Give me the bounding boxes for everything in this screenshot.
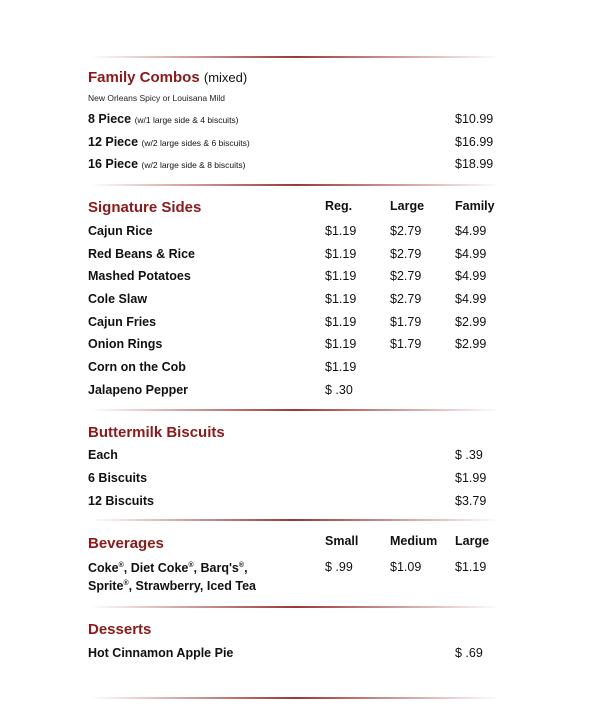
combo-name: 12 Piece	[88, 135, 139, 149]
signature-sides-title: Signature Sides	[88, 199, 202, 216]
price-large: $2.79	[390, 269, 422, 283]
combo-price: $16.99	[455, 135, 494, 149]
price-large: $1.79	[390, 337, 422, 351]
beverage-comma: ,	[244, 561, 248, 575]
price-reg: $1.19	[325, 292, 357, 306]
col-head-medium: Medium	[390, 534, 438, 548]
beverage-rest: , Strawberry, Iced Tea	[128, 579, 256, 593]
combo-price: $18.99	[455, 157, 494, 171]
side-item-red-beans-rice: Red Beans & Rice	[88, 247, 195, 261]
price-small: $ .99	[325, 560, 353, 574]
price-family: $2.99	[455, 337, 487, 351]
registered-mark: ®	[118, 561, 124, 569]
beverage-coke: Coke	[88, 561, 119, 575]
beverage-sprite: Sprite	[88, 579, 124, 593]
beverages-title: Beverages	[88, 535, 164, 552]
side-item-mashed-potatoes: Mashed Potatoes	[88, 269, 191, 283]
combo-name: 16 Piece	[88, 157, 139, 171]
dessert-price: $ .69	[455, 646, 483, 660]
combo-note: (w/2 large sides & 6 biscuits)	[141, 138, 250, 148]
col-head-small: Small	[325, 534, 359, 548]
registered-mark: ®	[188, 561, 194, 569]
divider	[90, 56, 500, 58]
price-family: $4.99	[455, 269, 487, 283]
price-large: $2.79	[390, 224, 422, 238]
col-head-large: Large	[390, 199, 425, 213]
price-family: $4.99	[455, 247, 487, 261]
combo-price: $10.99	[455, 112, 494, 126]
side-item-corn-on-the-cob: Corn on the Cob	[88, 360, 186, 374]
combo-note: (w/2 large side & 8 biscuits)	[141, 160, 246, 170]
biscuit-item-6: 6 Biscuits	[88, 471, 148, 485]
beverage-item-sodas	[88, 559, 256, 595]
divider	[90, 606, 500, 608]
price-reg: $1.19	[325, 337, 357, 351]
beverage-barqs: , Barq's	[193, 561, 239, 575]
price-large: $1.79	[390, 315, 422, 329]
combo-item-12-piece	[88, 135, 250, 149]
biscuit-price: $3.79	[455, 494, 487, 508]
price-medium: $1.09	[390, 560, 422, 574]
biscuit-price: $ .39	[455, 448, 483, 462]
col-head-family: Family	[455, 199, 495, 213]
desserts-title: Desserts	[88, 621, 152, 638]
side-item-cole-slaw: Cole Slaw	[88, 292, 148, 306]
divider	[90, 184, 500, 186]
combo-name: 8 Piece	[88, 112, 132, 126]
col-head-reg: Reg.	[325, 199, 353, 213]
side-item-cajun-fries: Cajun Fries	[88, 315, 157, 329]
biscuit-item-each: Each	[88, 448, 118, 462]
beverage-diet-coke: , Diet Coke	[123, 561, 189, 575]
price-reg: $1.19	[325, 315, 357, 329]
combo-item-16-piece	[88, 157, 245, 171]
dessert-item-apple-pie: Hot Cinnamon Apple Pie	[88, 646, 234, 660]
combo-item-8-piece	[88, 112, 239, 126]
price-reg: $1.19	[325, 224, 357, 238]
combo-note: (w/1 large side & 4 biscuits)	[134, 115, 239, 125]
side-item-onion-rings: Onion Rings	[88, 337, 163, 351]
price-large: $1.19	[455, 560, 487, 574]
price-reg: $1.19	[325, 247, 357, 261]
biscuit-item-12: 12 Biscuits	[88, 494, 155, 508]
registered-mark: ®	[123, 579, 129, 587]
price-large: $2.79	[390, 247, 422, 261]
divider	[90, 519, 500, 521]
registered-mark: ®	[238, 561, 245, 569]
family-combos-title-text: Family Combos	[88, 69, 200, 86]
buttermilk-biscuits-title: Buttermilk Biscuits	[88, 424, 225, 441]
price-reg: $1.19	[325, 360, 357, 374]
side-item-jalapeno-pepper: Jalapeno Pepper	[88, 383, 189, 397]
divider	[90, 409, 500, 411]
price-large: $2.79	[390, 292, 422, 306]
price-family: $4.99	[455, 292, 487, 306]
col-head-large: Large	[455, 534, 490, 548]
divider	[90, 697, 500, 699]
biscuit-price: $1.99	[455, 471, 487, 485]
price-reg: $1.19	[325, 269, 357, 283]
family-combos-suffix: (mixed)	[203, 70, 248, 85]
side-item-cajun-rice: Cajun Rice	[88, 224, 153, 238]
family-combos-title	[88, 69, 247, 86]
price-family: $4.99	[455, 224, 487, 238]
price-reg: $ .30	[325, 383, 353, 397]
price-family: $2.99	[455, 315, 487, 329]
family-combos-subtitle: New Orleans Spicy or Louisana Mild	[88, 93, 226, 103]
